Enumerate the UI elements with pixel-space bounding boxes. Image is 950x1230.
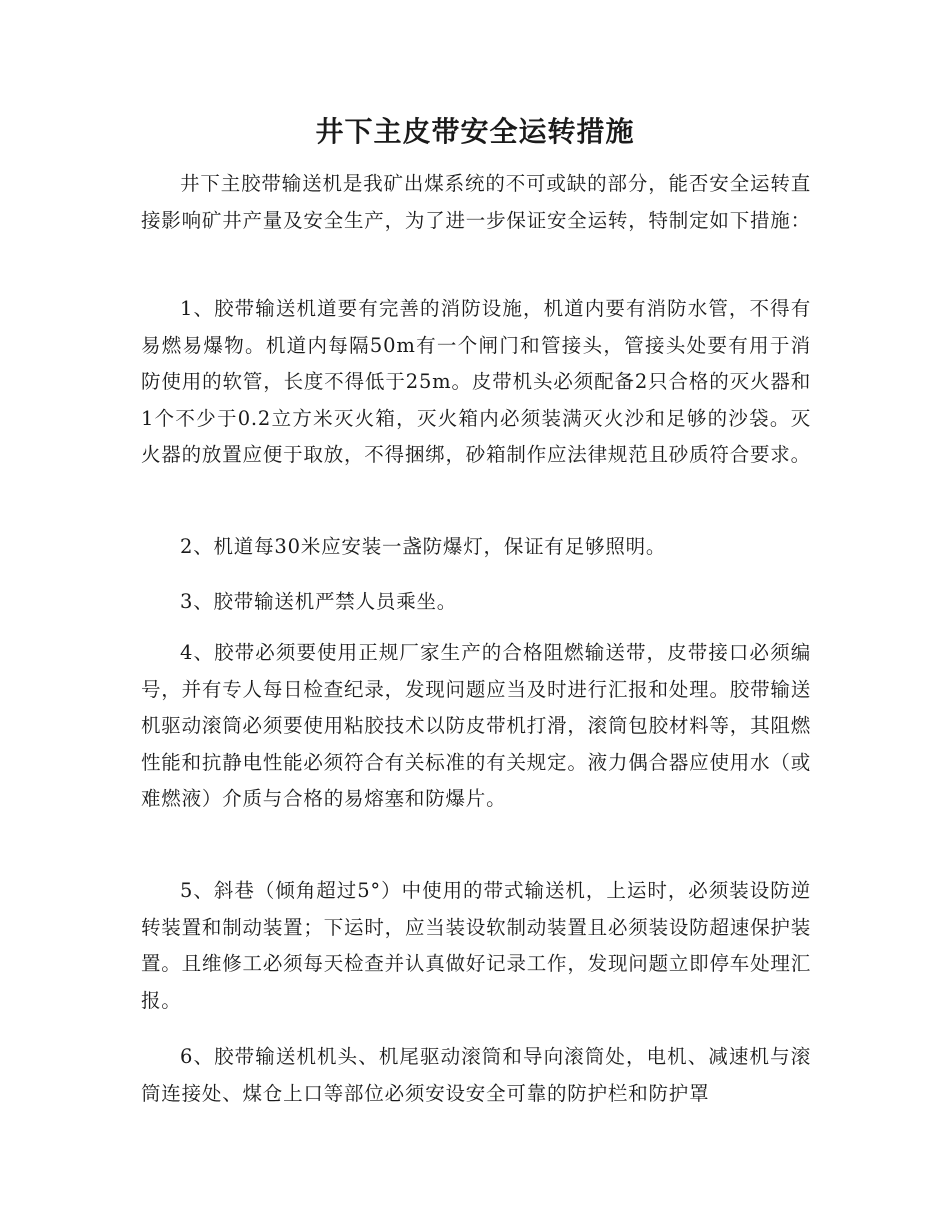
item-3-paragraph: 3、胶带输送机严禁人员乘坐。	[180, 590, 458, 613]
item-6-paragraph: 6、胶带输送机机头、机尾驱动滚筒和导向滚筒处，电机、减速机与滚筒连接处、煤仓上口等部位必须安设安全可靠的防护栏和防护罩	[141, 1045, 811, 1105]
intro-paragraph: 井下主胶带输送机是我矿出煤系统的不可或缺的部分，能否安全运转直接影响矿井产量及安全生产，为了进一步保证安全运转，特制定如下措施：	[141, 172, 811, 232]
item-4-paragraph: 4、胶带必须要使用正规厂家生产的合格阻燃输送带，皮带接口必须编号，并有专人每日检查纪录，发现问题应当及时进行汇报和处理。胶带输送机驱动滚筒必须要使用粘胶技术以防皮带机打滑，滚筒包胶材料等，其阻燃性能和抗静电性能必须符合有关标准的有关规定。液力偶合器应使用水（或难燃液）介质与合格的易熔塞和防爆片。	[141, 641, 811, 810]
item-2-paragraph: 2、机道每30米应安装一盏防爆灯，保证有足够照明。	[180, 535, 667, 558]
document-title: 井下主皮带安全运转措施	[315, 115, 635, 148]
item-5-paragraph: 5、斜巷（倾角超过5°）中使用的带式输送机，上运时，必须装设防逆转装置和制动装置；下运时，应当装设软制动装置且必须装设防超速保护装置。且维修工必须每天检查并认真做好记录工作，发现问题立即停车处理汇报。	[141, 879, 811, 1012]
item-1-paragraph: 1、胶带输送机道要有完善的消防设施，机道内要有消防水管，不得有易燃易爆物。机道内每隔50m有一个闸门和管接头，管接头处要有用于消防使用的软管，长度不得低于25m。皮带机头必须配备2只合格的灭火器和1个不少于0.2立方米灭火箱，灭火箱内必须装满灭火沙和足够的沙袋。灭火器的放置应便于取放，不得捆绑，砂箱制作应法律规范且砂质符合要求。	[141, 297, 811, 466]
